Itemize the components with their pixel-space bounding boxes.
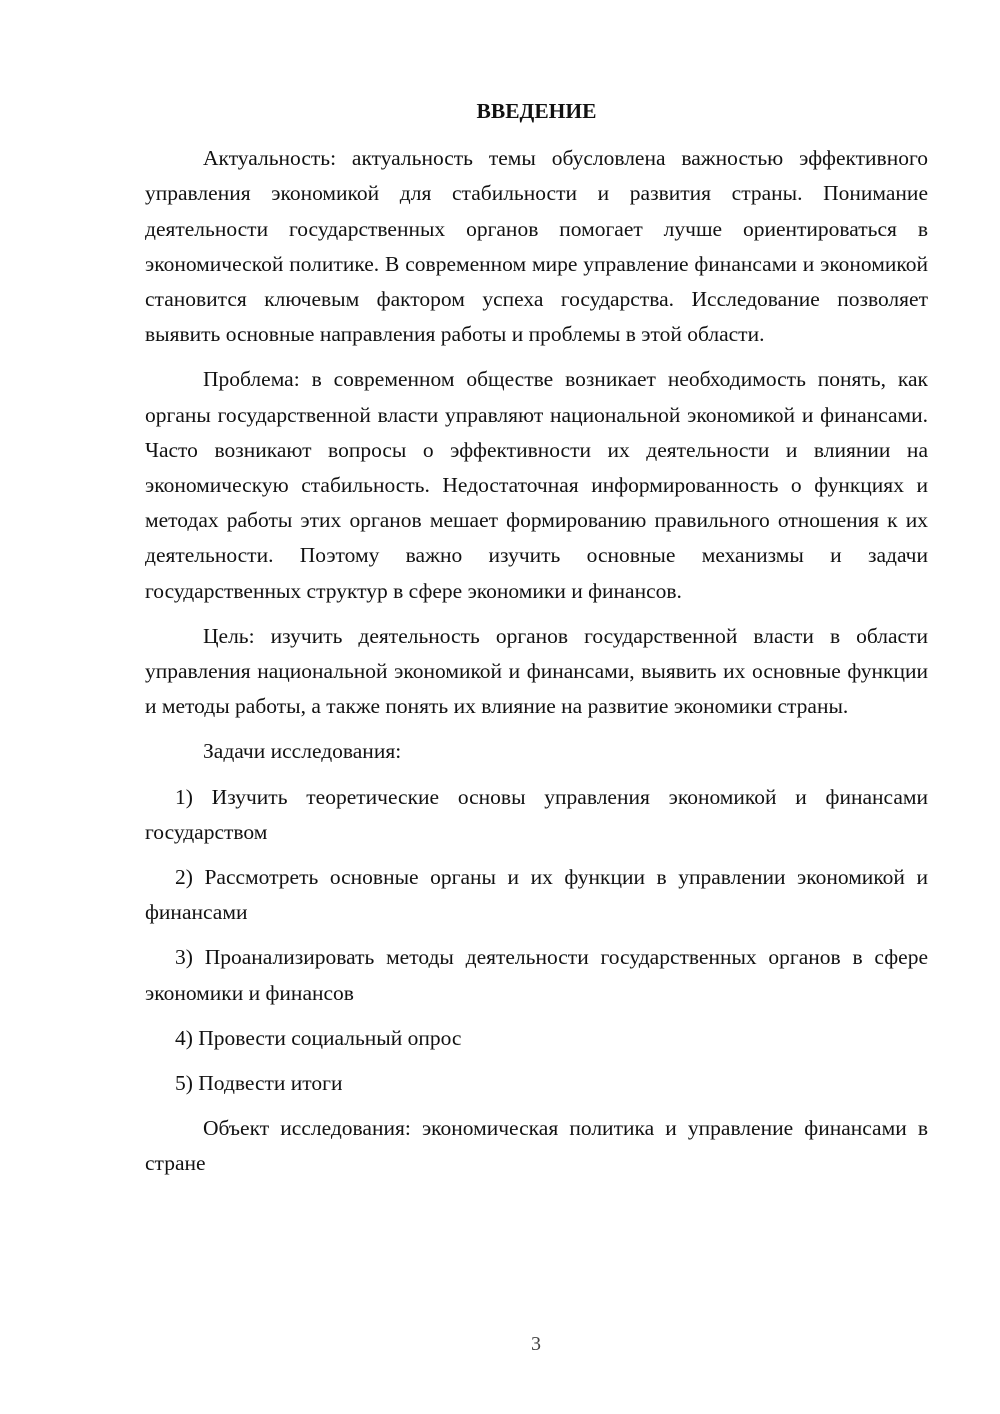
goal-paragraph: Цель: изучить деятельность органов государственной власти в области управления национальной экономикой и финансами, выявить их основные функции и методы работы, а также понять их влияние на развитие экономики страны.	[145, 623, 928, 719]
problem-paragraph: Проблема: в современном обществе возникает необходимость понять, как органы государственной власти управляют национальной экономикой и финансами. Часто возникают вопросы о эффективности их деятельности и влиянии на экономическую стабильность. Недостаточная информированность о функциях и методах работы этих органов мешает формированию правильного отношения к их деятельности. Поэтому важно изучить основные механизмы и задачи государственных структур в сфере экономики и финансов.	[145, 367, 928, 603]
section-heading: ВВЕДЕНИЕ	[476, 99, 597, 123]
page-content	[145, 94, 928, 1182]
task-item-3: 3) Проанализировать методы деятельности государственных органов в сфере экономики и финансов	[145, 945, 928, 1005]
task-item-4: 4) Провести социальный опрос	[175, 1025, 462, 1050]
object-paragraph: Объект исследования: экономическая политика и управление финансами в стране	[145, 1116, 928, 1176]
task-item-2: 2) Рассмотреть основные органы и их функции в управлении экономикой и финансами	[145, 865, 928, 925]
task-item-5: 5) Подвести итоги	[175, 1071, 343, 1096]
relevance-paragraph: Актуальность: актуальность темы обусловлена важностью эффективного управления экономикой для стабильности и развития страны. Понимание деятельности государственных органов помогает лучше ориентироваться в экономической политике. В современном мире управление финансами и экономикой становится ключевым фактором успеха государства. Исследование позволяет выявить основные направления работы и проблемы в этой области.	[145, 146, 928, 347]
tasks-heading: Задачи исследования:	[203, 739, 402, 764]
task-item-1: 1) Изучить теоретические основы управления экономикой и финансами государством	[145, 784, 928, 844]
page-number: 3	[531, 1333, 541, 1355]
